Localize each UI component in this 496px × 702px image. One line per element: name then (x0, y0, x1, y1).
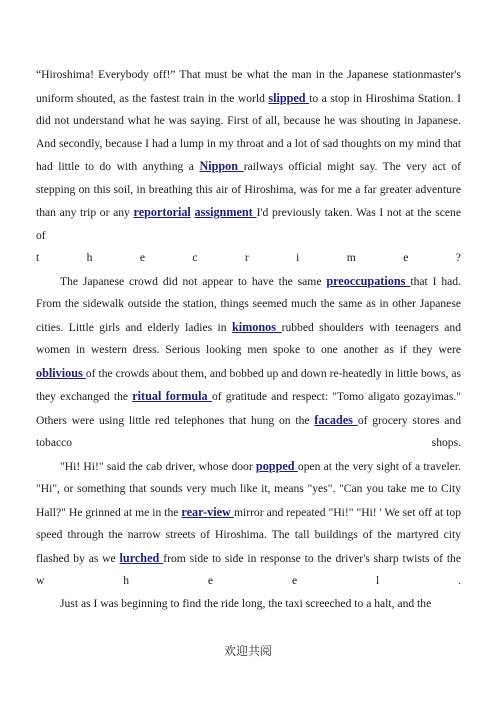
spaced-letter: i (296, 251, 300, 264)
text-run: The Japanese crowd did not appear to have the same (60, 274, 327, 288)
text-run: open at the very sight of a traveler. "Hi", or something that sounds very much like it, means "yes". "Can you take me to City Hall?" He grinned at me in the (36, 459, 461, 519)
text-run: “Hiroshima! Everybody off!” That must be what the man in the Japanese stationmaster's uniform shouted, as the fastest train in the world (36, 68, 461, 105)
spaced-letter: r (244, 251, 249, 264)
spaced-line-1 (36, 247, 461, 270)
text-run: that I had. From the sidewalk outside the station, things seemed much the same as in other Japanese cities. Little girls and elderly ladies in (36, 274, 462, 334)
text-run: Just as I was beginning to find the ride long, the taxi screeched to a halt, and the (60, 596, 432, 610)
spaced-letter: e (291, 574, 298, 587)
spaced-letter: w (36, 574, 45, 587)
vocab-term: rear-view (181, 504, 234, 519)
spaced-letter: h (123, 574, 130, 587)
spaced-letter: t (36, 251, 40, 264)
vocab-term: popped (255, 458, 298, 473)
text-run: from side to side in response to the driver's sharp twists of the (163, 551, 462, 565)
paragraph-1 (36, 64, 461, 247)
spaced-line-2 (36, 570, 461, 593)
spaced-letter: h (86, 251, 93, 264)
vocab-term: lurched (119, 550, 164, 565)
paragraph-2 (36, 270, 461, 455)
text-run: I'd previously taken. Was I not at the scene of (36, 206, 461, 242)
spaced-letter: e (139, 251, 145, 264)
text-run: of gratitude and respect: "Tomo aligato gozayimas." Others were using little red telephones that hung on the (36, 390, 462, 427)
page-footer: 欢迎共阅 (223, 644, 272, 658)
vocab-term: slipped (268, 90, 310, 105)
paragraph-3 (36, 455, 461, 571)
text-run: of grocery stores and tobacco shops. (36, 413, 461, 449)
spaced-letter: ? (455, 251, 461, 264)
vocab-term: oblivious (36, 365, 86, 380)
spaced-letter: m (346, 251, 356, 264)
paragraph-4 (36, 593, 461, 616)
body-text (36, 64, 461, 615)
text-run: of the crowds about them, and bobbed up and down re-heatedly in little bows, as they exchanged the (36, 366, 461, 403)
vocab-term: ritual formula (132, 389, 212, 403)
text-run: railways official might say. The very act of stepping on this soil, in breathing this air of Hiroshima, was for me a far greater adventure than any trip or any (36, 160, 461, 219)
text-run: mirror and repeated "Hi!" "Hi! ' We set off at top speed through the narrow streets of Hiroshima. The tall buildings of the martyred city flashed by as we (36, 505, 461, 565)
vocab-term: assignment (194, 205, 257, 219)
spaced-letter: c (192, 251, 198, 264)
spaced-letter: e (207, 574, 214, 587)
spaced-letter: . (458, 574, 461, 587)
text-run: "Hi! Hi!" said the cab driver, whose door (60, 459, 256, 473)
text-run: to a stop in Hiroshima Station. I did not understand what he was saying. First of all, because he was shouting in Japanese. And secondly, because I had a lump in my throat and a lot of sad thoughts on my mind that had little to do with anything a (36, 91, 461, 173)
vocab-term: reportorial (133, 205, 191, 219)
vocab-term: kimonos (231, 319, 282, 334)
vocab-term: preoccupations (326, 273, 411, 288)
vocab-term: Nippon (199, 159, 244, 173)
spaced-letter: e (403, 251, 409, 264)
text-run: rubbed shoulders with teenagers and women in western dress. Serious looking men spoke to one another as if they were (36, 320, 461, 356)
vocab-term: facades (314, 412, 358, 427)
spaced-letter: l (375, 574, 380, 587)
